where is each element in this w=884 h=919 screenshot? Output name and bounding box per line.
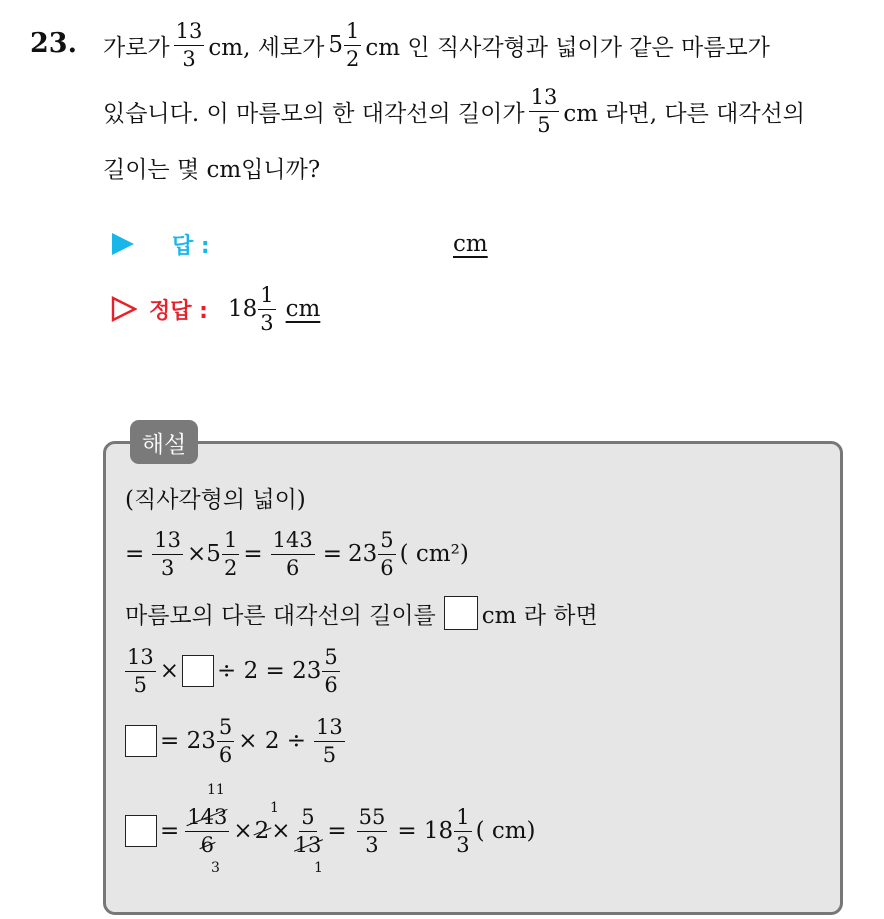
solution-line-4: $\frac{13}{5}$ × ÷ 2 = 23 $\frac{5}{6}$ — [127, 644, 338, 697]
fraction: $\frac{13}{5}$ — [530, 84, 558, 137]
solution-line-3: 마름모의 다른 대각선의 길이를 cm 라 하면 — [125, 594, 598, 632]
cancel-result: 11 — [207, 782, 225, 798]
question-text: 가로가 — [103, 34, 170, 61]
fraction: $\frac{5}{13}$ — [294, 804, 322, 857]
fraction: $\frac{55}{3}$ — [358, 804, 386, 857]
fraction: $\frac{1}{3}$ — [456, 804, 470, 857]
solution-line-6: = $\frac{143}{6}$ × 2 × $\frac{5}{13}$ = $\frac{55}{3}$ = 18 $\frac{1}{3}$ ( cm) — [125, 800, 536, 862]
question-text: 있습니다. 이 마름모의 한 대각선의 길이가 — [103, 100, 525, 127]
question-text: cm 라면, 다른 대각선의 — [563, 100, 805, 127]
fraction: $\frac{13}{3}$ — [154, 527, 182, 580]
question-text: 길이는 몇 cm입니까? — [103, 156, 321, 183]
fraction: $\frac{143}{6}$ — [272, 527, 313, 580]
answer-label: 답 : — [172, 233, 210, 259]
cancel-result: 1 — [270, 800, 279, 816]
mixed-whole: 18 — [227, 296, 258, 322]
answer-unit: cm — [453, 231, 488, 257]
fraction: $\frac{143}{6}$ — [187, 804, 228, 857]
question-text: cm, 세로가 — [208, 34, 325, 61]
question-text: cm 인 직사각형과 넓이가 같은 마름모가 — [365, 34, 770, 61]
blank-box — [125, 815, 157, 847]
fraction: $\frac{5}{6}$ — [324, 644, 338, 697]
play-icon — [112, 233, 134, 255]
question-number: 23. — [30, 28, 77, 59]
fraction: $\frac{1}{2}$ — [346, 18, 360, 71]
solution-tag: 해설 — [130, 420, 198, 464]
fraction: $\frac{13}{5}$ — [316, 714, 343, 767]
blank-box — [182, 655, 214, 687]
solution-line-1: (직사각형의 넓이) — [125, 486, 306, 513]
blank-box — [125, 725, 157, 757]
fraction: $\frac{1}{2}$ — [223, 527, 238, 580]
cancel-result: 1 — [314, 860, 323, 876]
mixed-whole: 5 — [328, 32, 343, 58]
solution-line-5: = 23 $\frac{5}{6}$ × 2 ÷ $\frac{13}{5}$ — [125, 710, 349, 772]
fraction: $\frac{13}{5}$ — [127, 644, 154, 697]
question-line-1 — [103, 16, 770, 74]
correct-answer-label: 정답 : — [149, 298, 208, 324]
fraction: $\frac{1}{3}$ — [260, 282, 274, 335]
answer-row — [112, 228, 210, 260]
question-line-2 — [103, 82, 805, 140]
blank-box — [444, 596, 478, 630]
fraction: $\frac{5}{6}$ — [380, 527, 394, 580]
cancel-result: 3 — [211, 860, 220, 876]
question-line-3 — [103, 150, 320, 184]
solution-line-2: = $\frac{13}{3}$ × 5 $\frac{1}{2}$ = $\frac{143}{6}$ = 23 $\frac{5}{6}$ ( cm²) — [125, 527, 469, 580]
correct-unit: cm — [285, 296, 321, 322]
fraction: $\frac{5}{6}$ — [218, 714, 233, 767]
play-outline-icon — [111, 296, 137, 322]
fraction: $\frac{13}{3}$ — [175, 18, 203, 71]
correct-answer-row — [111, 280, 320, 338]
